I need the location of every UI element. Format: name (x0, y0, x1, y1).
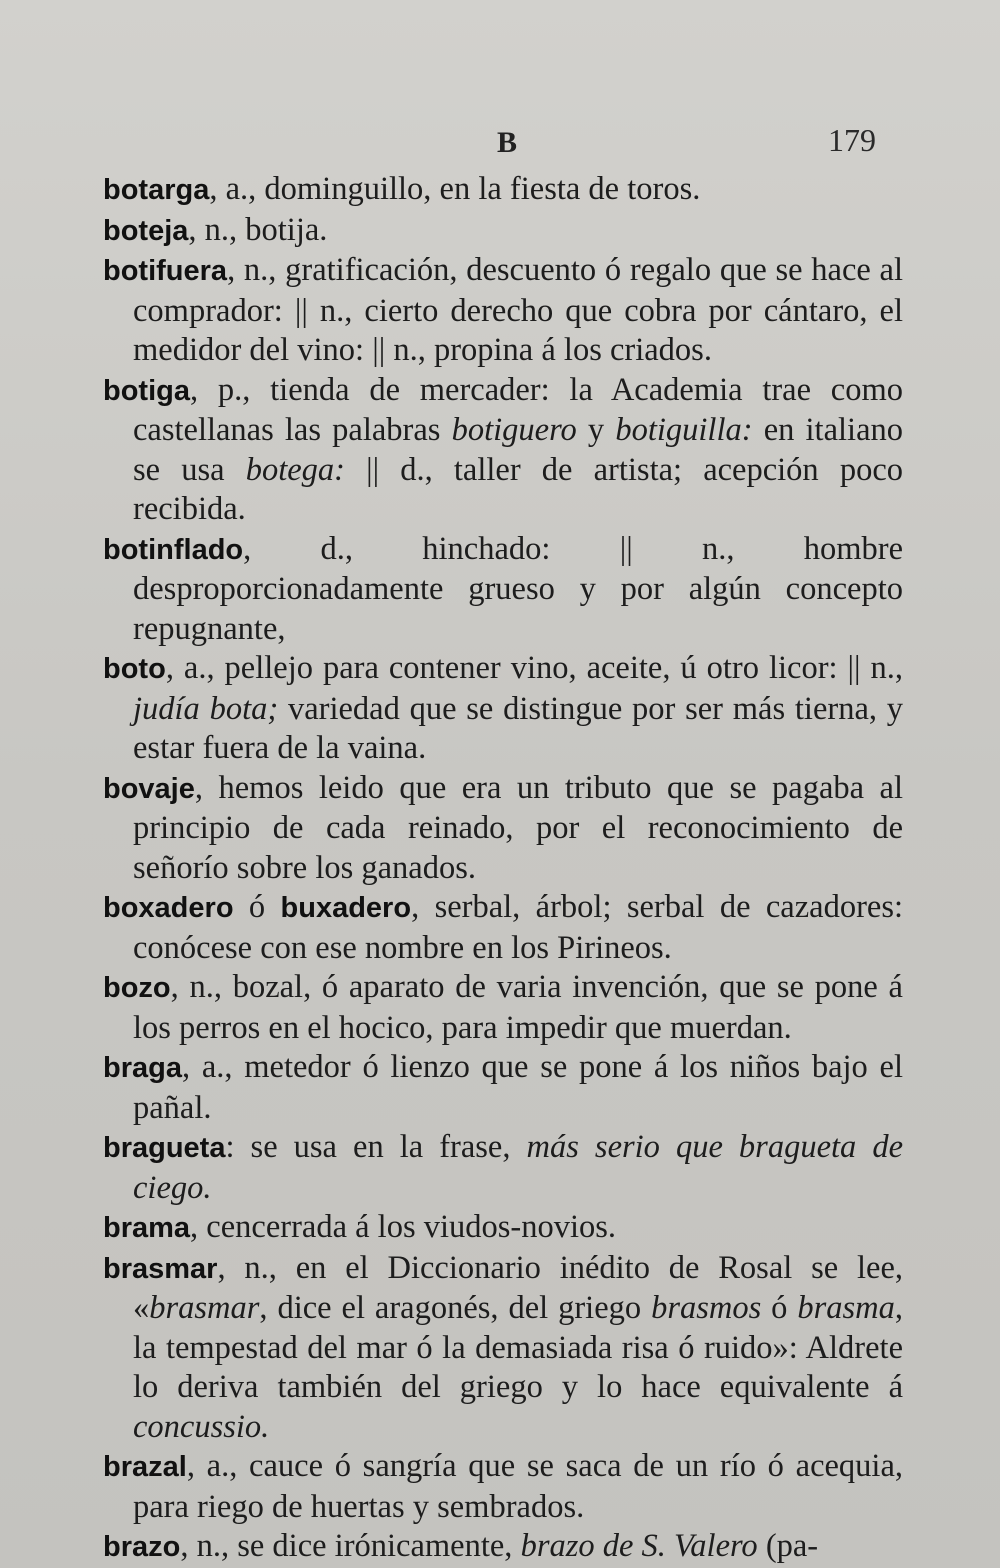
entry-headword: braga (103, 1052, 182, 1084)
dictionary-entry (103, 1527, 903, 1568)
dictionary-entry (103, 968, 903, 1048)
entry-headword: botinflado (103, 533, 244, 566)
entry-text: variedad que se distingue por ser más tierna, y estar fuera de la vaina. (133, 690, 904, 766)
entry-text: , a., metedor ó lienzo que se pone á los niños bajo el pañal. (133, 1049, 903, 1126)
entry-text: || d., taller de artista; acepción poco recibida. (133, 451, 903, 527)
dictionary-entry (103, 1048, 903, 1128)
entry-italic-text: botega: (245, 451, 345, 488)
entry-text: , la tempestad del mar ó la demasiada risa ó ruido»: Aldrete lo deriva también del griego y lo hace equivalente á (133, 1290, 903, 1405)
entry-italic-text: brasma (797, 1290, 895, 1326)
entry-headword: brama (103, 1212, 191, 1244)
entry-text: (pa- (757, 1528, 819, 1564)
entry-italic-text: brasmar (149, 1290, 260, 1326)
dictionary-entry (103, 371, 903, 530)
entry-text: , serbal, árbol; serbal de cazadores: conócese con ese nombre en los Pirineos. (133, 889, 903, 966)
dictionary-entry (103, 1249, 903, 1448)
entry-text: , a., pellejo para contener vino, aceite, ú otro licor: || n., (165, 650, 903, 686)
entry-headword: brazo (103, 1531, 181, 1563)
entry-italic-text: brazo de S. Valero (520, 1528, 758, 1564)
entry-headword: brasmar (103, 1252, 218, 1285)
entry-headword: botarga (103, 174, 210, 206)
dictionary-entry (103, 1208, 903, 1249)
entry-text: en italiano se usa (133, 412, 904, 488)
entry-italic-text: judía bota; (133, 690, 279, 727)
entry-headword: boxadero (103, 892, 234, 924)
entry-headword: botifuera (103, 255, 228, 287)
entry-italic-text: botiguero (451, 412, 577, 448)
entry-text: , n., botija. (188, 211, 328, 248)
entry-headword: bovaje (103, 772, 195, 805)
entry-italic-text: botiguilla: (615, 412, 753, 448)
entry-text: , n., en el Diccionario inédito de Rosal se lee, « (133, 1249, 903, 1326)
entry-headword: botiga (103, 374, 190, 407)
dictionary-entry (103, 888, 903, 968)
dictionary-entries (103, 170, 903, 1568)
dictionary-entry (103, 649, 903, 769)
entry-headword: boto (103, 653, 166, 685)
entry-text: , p., tienda de mercader: la Academia trae como castellanas las palabras (133, 371, 903, 448)
entry-text: , d., hinchado: || n., hombre desproporcionadamente grueso y por algún concepto repugnante, (133, 530, 903, 647)
entry-text: ó (233, 889, 281, 925)
entry-text: : se usa en la frase, (225, 1129, 527, 1165)
dictionary-entry (103, 769, 903, 889)
entry-text: , hemos leido que era un tributo que se pagaba al principio de cada reinado, por el reconocimiento de señorío sobre los ganados. (133, 769, 903, 886)
entry-text: , cencerrada á los viudos-novios. (190, 1209, 617, 1245)
dictionary-entry (103, 1447, 903, 1527)
entry-text: , n., gratificación, descuento ó regalo que se hace al comprador: || n., cierto derecho que cobra por cántaro, el medidor del vino: || n., propina á los criados. (133, 252, 903, 368)
dictionary-entry (103, 170, 903, 211)
dictionary-entry (103, 530, 903, 650)
entry-italic-text: más serio que bragueta de ciego. (133, 1129, 903, 1206)
dictionary-entry (103, 1128, 903, 1208)
running-head (0, 122, 1000, 162)
section-letter: B (497, 126, 518, 159)
entry-text: , n., bozal, ó aparato de varia invención, que se pone á los perros en el hocico, para impedir que muerdan. (133, 969, 903, 1046)
entry-headword: bragueta (103, 1132, 226, 1164)
entry-headword: bozo (103, 972, 171, 1004)
entry-headword: brazal (103, 1451, 187, 1483)
entry-text: ó (761, 1290, 798, 1326)
entry-headword: boteja (103, 214, 189, 247)
entry-text: , a., dominguillo, en la fiesta de toros. (209, 171, 701, 207)
entry-headword: buxadero (280, 892, 412, 924)
entry-text: y (576, 412, 616, 448)
entry-text: , n., se dice irónicamente, (180, 1528, 521, 1564)
entry-italic-text: concussio. (133, 1408, 270, 1445)
entry-text: , dice el aragonés, del griego (259, 1290, 652, 1326)
entry-text: , a., cauce ó sangría que se saca de un río ó acequia, para riego de huertas y sembrados. (133, 1448, 903, 1525)
dictionary-entry (103, 211, 903, 252)
entry-italic-text: brasmos (651, 1290, 762, 1326)
dictionary-entry (103, 251, 903, 371)
page-number: 179 (828, 122, 876, 158)
